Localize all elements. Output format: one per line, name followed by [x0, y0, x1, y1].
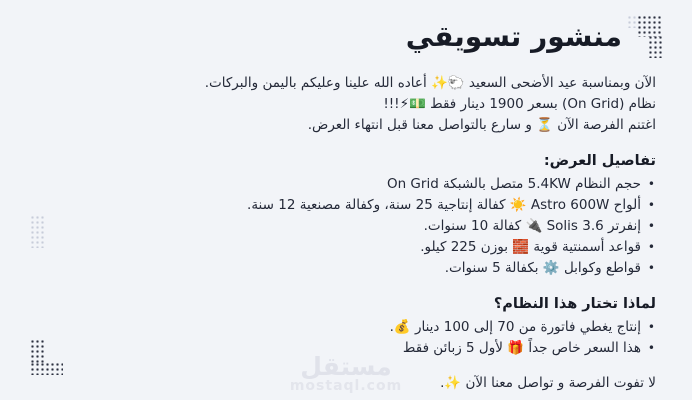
why-choose-heading: لماذا تختار هذا النظام؟: [493, 296, 656, 312]
intro-line-price-offer: نظام (On Grid) بسعر 1900 دينار فقط 💵⚡!!!: [383, 96, 656, 112]
offer-details-heading: تفاصيل العرض:: [543, 153, 656, 169]
list-item-concrete-bases: • قواعد أسمنتية قوية 🧱 بوزن 225 كيلو.: [30, 237, 656, 258]
list-item-special-price: • هذا السعر خاص جداً 🎁 لأول 5 زبائن فقط: [30, 338, 656, 359]
watermark-domain: mostaql.com: [289, 378, 403, 394]
page-title: منشور تسويقي: [405, 20, 622, 53]
why-choose-list: [30, 317, 656, 359]
watermark-brand-name: مستقل: [300, 352, 392, 381]
offer-details-list: [30, 174, 656, 279]
intro-line-call-to-action: اغتنم الفرصة الآن ⏳ و سارع بالتواصل معنا قبل انتهاء العرض.: [307, 117, 656, 133]
list-item-bill-coverage: • إنتاج يغطي فاتورة من 70 إلى 100 دينار 💰.: [30, 317, 656, 338]
intro-paragraph: [30, 73, 656, 136]
list-item-panels: • ألواح Astro 600W ☀️ كفالة إنتاجية 25 سنة، وكفالة مصنعية 12 سنة.: [30, 195, 656, 216]
outro-line: لا تفوت الفرصة و تواصل معنا الآن ✨.: [440, 375, 656, 391]
list-item-breakers-cables: • قواطع وكوابل ⚙️ بكفالة 5 سنوات.: [30, 258, 656, 279]
intro-line-eid-greeting: الآن وبمناسبة عيد الأضحى السعيد 🐑✨ أعاده الله علينا وعليكم باليمن والبركات.: [204, 75, 656, 91]
list-item-system-size: • حجم النظام 5.4KW متصل بالشبكة On Grid: [30, 174, 656, 195]
list-item-inverter: • إنفرتر Solis 3.6 🔌 كفالة 10 سنوات.: [30, 216, 656, 237]
